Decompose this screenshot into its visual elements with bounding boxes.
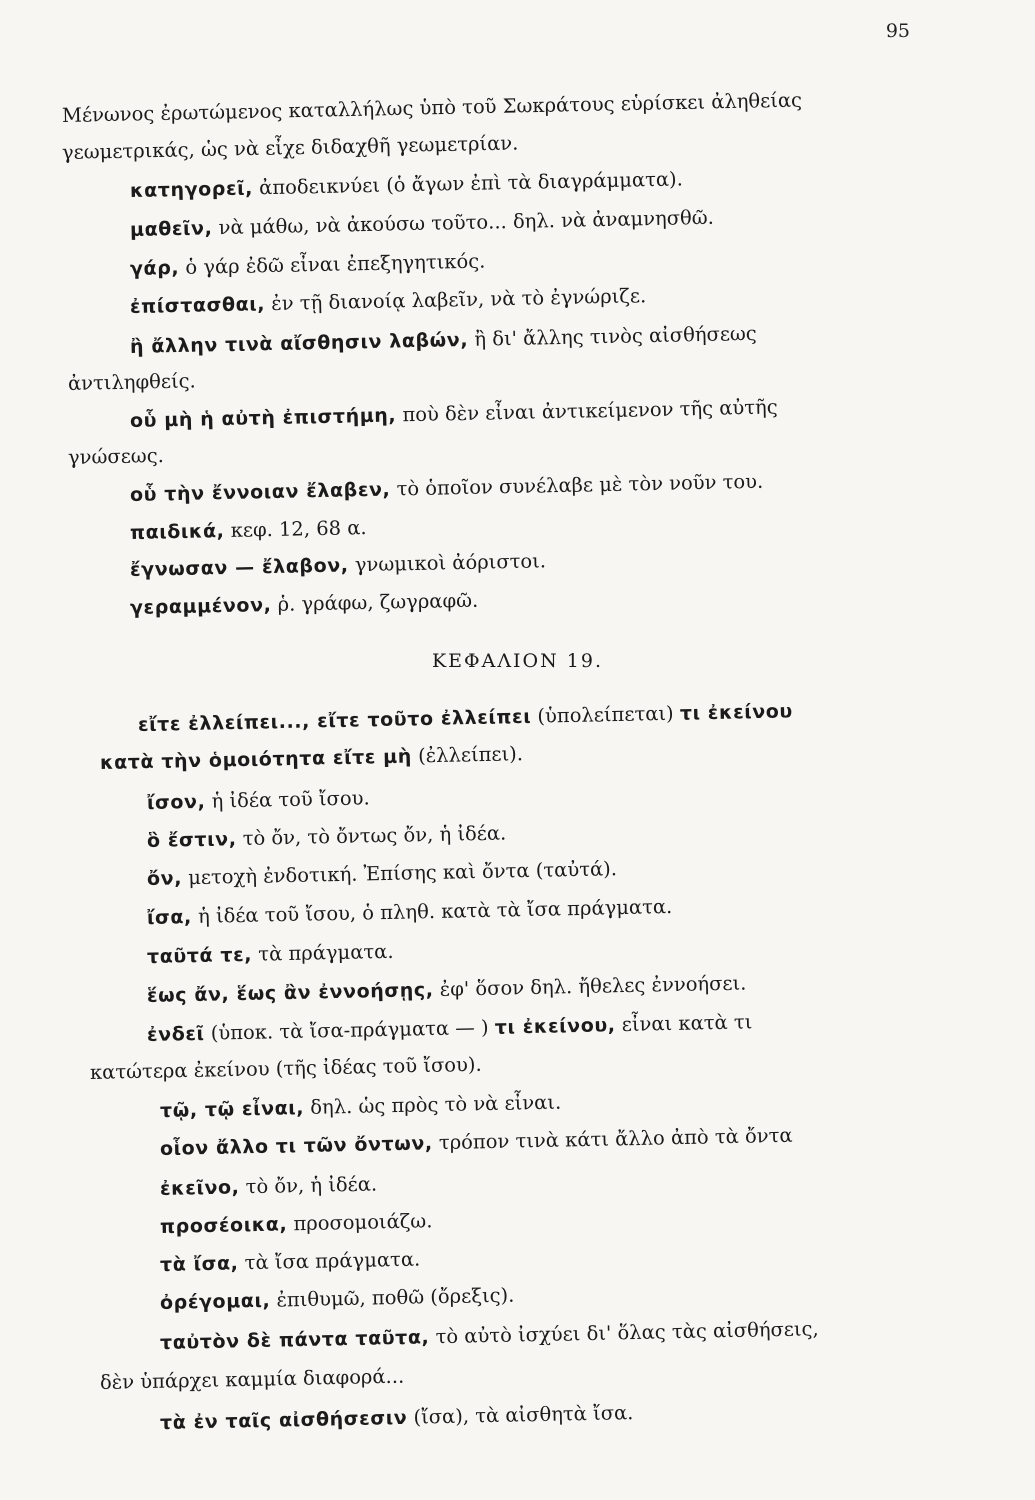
text-line — [62, 88, 803, 129]
gloss: μετοχὴ ἐνδοτική. Ἐπίσης καὶ ὄντα (ταὐτά). — [187, 857, 618, 890]
gloss: ἐπιθυμῶ, ποθῶ (ὄρεξις). — [276, 1283, 515, 1312]
bold-term: ὃ ἔστιν, — [146, 828, 237, 852]
gloss: κατώτερα ἐκείνου (τῆς ἰδέας τοῦ ἴσου). — [89, 1052, 482, 1084]
gloss: ἢ δι' ἄλλης τινὸς αἰσθήσεως — [474, 321, 757, 351]
bold-term: ὀρέγομαι, — [159, 1289, 271, 1314]
text-line — [68, 443, 164, 471]
text-line — [160, 1316, 819, 1356]
bold-term: οὗ μὴ ἡ αὐτὴ ἐπιστήμη, — [129, 404, 397, 432]
text-line — [147, 856, 618, 892]
gloss: νὰ μάθω, νὰ ἀκούσω τοῦτο... δηλ. νὰ ἀναμνησθῶ. — [218, 205, 715, 240]
bold-term: προσέοικα, — [159, 1213, 288, 1238]
text-line — [147, 970, 747, 1009]
text-line — [160, 1283, 515, 1316]
bold-term: ἔγνωσαν — ἔλαβον, — [129, 554, 349, 581]
text-line — [138, 698, 793, 738]
text-line — [90, 1052, 482, 1086]
text-line — [130, 166, 683, 204]
gloss: ἀντιληφθείς. — [67, 369, 196, 395]
bold-term: τῷ, τῷ εἶναι, — [159, 1096, 305, 1122]
gloss: τὸ αὐτὸ ἰσχύει δι' ὅλας τὰς αἰσθήσεις, — [435, 1317, 819, 1349]
page-number: 95 — [885, 20, 910, 42]
chapter-heading: ΚΕΦΑΛΙΟΝ 19. — [431, 650, 604, 672]
bold-term: γάρ, — [129, 256, 180, 280]
text-line — [147, 939, 394, 970]
text-line — [62, 130, 519, 166]
bold-term: παιδικά, — [129, 520, 225, 544]
bold-term: τὰ ἐν ταῖς αἰσθήσεσιν — [159, 1406, 408, 1434]
gloss: ἀποδεικνύει (ὁ ἄγων ἐπὶ τὰ διαγράμματα). — [258, 167, 684, 200]
gloss: γνωμικοὶ ἀόριστοι. — [354, 549, 547, 577]
bold-term: ταῦτά τε, — [146, 943, 253, 968]
gloss: (ὑποκ. τὰ ἴσα-πράγματα — ) — [210, 1015, 489, 1045]
text-line — [130, 205, 714, 243]
text-line — [160, 1400, 634, 1436]
gloss: κεφ. 12, 68 α. — [230, 516, 367, 542]
bold-term: τι ἐκείνου — [679, 700, 794, 725]
gloss: ποὺ δὲν εἶναι ἀντικείμενον τῆς αὐτῆς — [402, 395, 778, 427]
gloss: εἶναι κατὰ τι — [621, 1010, 753, 1037]
text-line — [160, 1171, 378, 1202]
text-line — [130, 548, 547, 583]
text-line — [160, 1247, 421, 1278]
gloss: τὸ ὁποῖον συνέλαβε μὲ τὸν νοῦν του. — [396, 469, 764, 501]
text-line — [100, 1364, 405, 1396]
gloss: ἐφ' ὅσον δηλ. ἤθελες ἐννοήσει. — [439, 971, 747, 1001]
text-line — [130, 321, 757, 360]
text-line — [130, 469, 764, 508]
text-line — [147, 820, 507, 854]
bold-term: ἕως ἄν, ἕως ἂν ἐννοήσῃς, — [146, 978, 434, 1007]
gloss: (ὑπολείπεται) — [537, 701, 674, 728]
text-line — [147, 894, 673, 931]
text-line — [130, 515, 367, 546]
gloss: δὲν ὑπάρχει καμμία διαφορά... — [99, 1364, 405, 1394]
bold-term: μαθεῖν, — [129, 217, 213, 241]
bold-term: ἴσα, — [146, 906, 193, 929]
bold-term: τι ἐκείνου, — [494, 1014, 616, 1039]
gloss: τὸ ὄν, ἡ ἰδέα. — [245, 1172, 378, 1199]
text-line — [130, 283, 647, 320]
bold-term: ὄν, — [146, 867, 183, 890]
bold-term: ἴσον, — [146, 790, 206, 814]
gloss: τὰ ἴσα πράγματα. — [244, 1247, 421, 1275]
bold-term: ταὐτὸν δὲ πάντα ταῦτα, — [159, 1326, 430, 1354]
gloss: τὸ ὄν, τὸ ὄντως ὄν, ἡ ἰδέα. — [242, 821, 507, 850]
text-line — [130, 588, 479, 621]
bold-term: γεραμμένον, — [129, 594, 272, 619]
gloss: τρόπον τινὰ κάτι ἄλλο ἀπὸ τὰ ὄντα — [438, 1123, 793, 1155]
bold-term: εἴτε ἐλλείπει..., εἴτε τοῦτο ἐλλείπει — [137, 705, 532, 736]
gloss: ῥ. γράφω, ζωγραφῶ. — [277, 588, 479, 616]
text-line — [130, 249, 486, 282]
gloss: δηλ. ὡς πρὸς τὸ νὰ εἶναι. — [310, 1090, 562, 1119]
text-line — [147, 1009, 753, 1048]
gloss: ὁ γάρ ἐδῶ εἶναι ἐπεξηγητικός. — [185, 249, 486, 279]
bold-term: τὰ ἴσα, — [159, 1252, 239, 1276]
bold-term: ἐπίστασθαι, — [129, 293, 266, 318]
gloss: ἐν τῇ διανοίᾳ λαβεῖν, νὰ τὸ ἐγνώριζε. — [271, 284, 647, 316]
bold-term: ἐκεῖνο, — [159, 1176, 240, 1200]
bold-term: ἐνδεῖ — [146, 1022, 205, 1046]
gloss: (ἐλλείπει). — [417, 742, 524, 768]
gloss: γνώσεως. — [67, 443, 165, 469]
gloss: (ἴσα), τὰ αἰσθητὰ ἴσα. — [413, 1401, 634, 1429]
text-line — [100, 741, 524, 776]
text-line — [130, 394, 778, 434]
text-line — [68, 368, 196, 397]
gloss: γεωμετρικάς, ὡς νὰ εἶχε διδαχθῆ γεωμετρίαν. — [61, 131, 519, 164]
bold-term: ἢ ἄλλην τινὰ αἴσθησιν λαβών, — [129, 328, 469, 358]
gloss: ἡ ἰδέα τοῦ ἴσου. — [211, 786, 370, 813]
gloss: τὰ πράγματα. — [258, 939, 394, 966]
bold-term: οὗ τὴν ἔννοιαν ἔλαβεν, — [129, 478, 391, 506]
text-line — [160, 1123, 793, 1162]
gloss: προσομοιάζω. — [293, 1209, 433, 1236]
text-line — [160, 1090, 562, 1124]
gloss: Μένωνος ἐρωτώμενος καταλλήλως ὑπὸ τοῦ Σωκράτους εὑρίσκει ἀληθείας — [61, 88, 803, 127]
bold-term: οἷον ἄλλο τι τῶν ὄντων, — [159, 1132, 433, 1160]
text-line — [147, 785, 370, 816]
gloss: ἡ ἰδέα τοῦ ἴσου, ὁ πληθ. κατὰ τὰ ἴσα πράγματα. — [197, 895, 673, 928]
bold-term: κατηγορεῖ, — [129, 177, 254, 202]
bold-term: κατὰ τὴν ὁμοιότητα εἴτε μὴ — [99, 745, 413, 774]
text-line — [160, 1208, 433, 1240]
